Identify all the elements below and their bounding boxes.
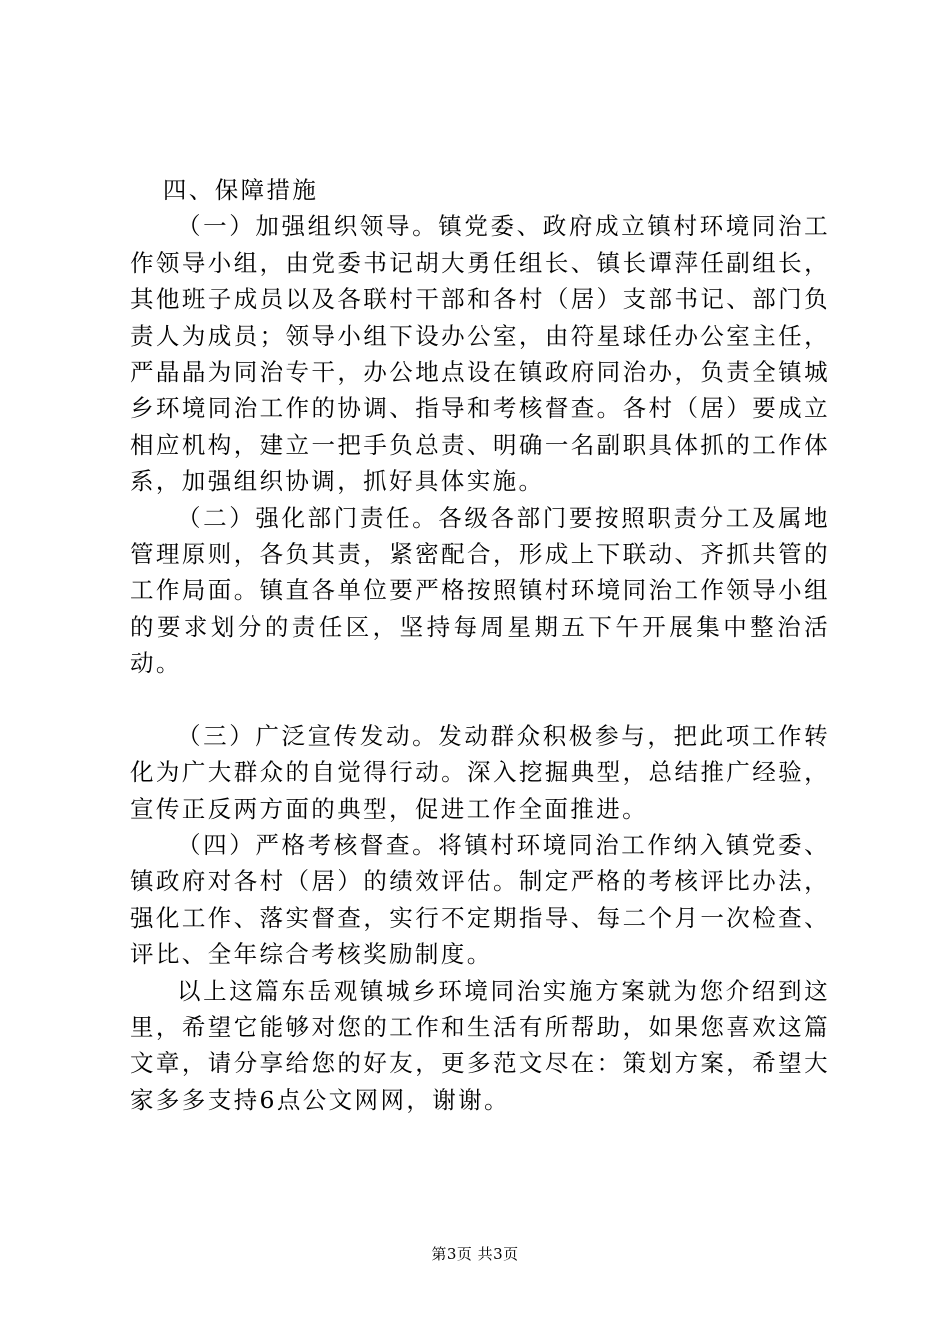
document-body <box>130 172 830 1118</box>
paragraph-organization-leadership: （一）加强组织领导。镇党委、政府成立镇村环境同治工作领导小组，由党委书记胡大勇任组长、镇长谭萍任副组长，其他班子成员以及各联村干部和各村（居）支部书记、部门负责人为成员；领导小组下设办公室，由符星球任办公室主任，严晶晶为同治专干，办公地点设在镇政府同治办，负责全镇城乡环境同治工作的协调、指导和考核督查。各村（居）要成立相应机构，建立一把手负总责、明确一名副职具体抓的工作体系，加强组织协调，抓好具体实施。 <box>130 212 830 496</box>
paragraph-closing-note: 以上这篇东岳观镇城乡环境同治实施方案就为您介绍到这里，希望它能够对您的工作和生活有所帮助，如果您喜欢这篇文章，请分享给您的好友，更多范文尽在：策划方案，希望大家多多支持6点公文网网，谢谢。 <box>130 976 830 1114</box>
paragraph-spacer <box>130 682 830 718</box>
page-footer: 第3页 共3页 <box>431 1245 519 1263</box>
section-heading: 四、保障措施 <box>162 176 319 204</box>
paragraph-department-responsibility: （二）强化部门责任。各级各部门要按照职责分工及属地管理原则，各负其责，紧密配合，形成上下联动、齐抓共管的工作局面。镇直各单位要严格按照镇村环境同治工作领导小组的要求划分的责任区，坚持每周星期五下午开展集中整治活动。 <box>130 503 830 678</box>
paragraph-publicity-mobilization: （三）广泛宣传发动。发动群众积极参与，把此项工作转化为广大群众的自觉得行动。深入挖掘典型，总结推广经验，宣传正反两方面的典型，促进工作全面推进。 <box>130 721 830 823</box>
paragraph-assessment-supervision: （四）严格考核督查。将镇村环境同治工作纳入镇党委、镇政府对各村（居）的绩效评估。制定严格的考核评比办法，强化工作、落实督查，实行不定期指导、每二个月一次检查、评比、全年综合考核奖励制度。 <box>130 830 830 969</box>
